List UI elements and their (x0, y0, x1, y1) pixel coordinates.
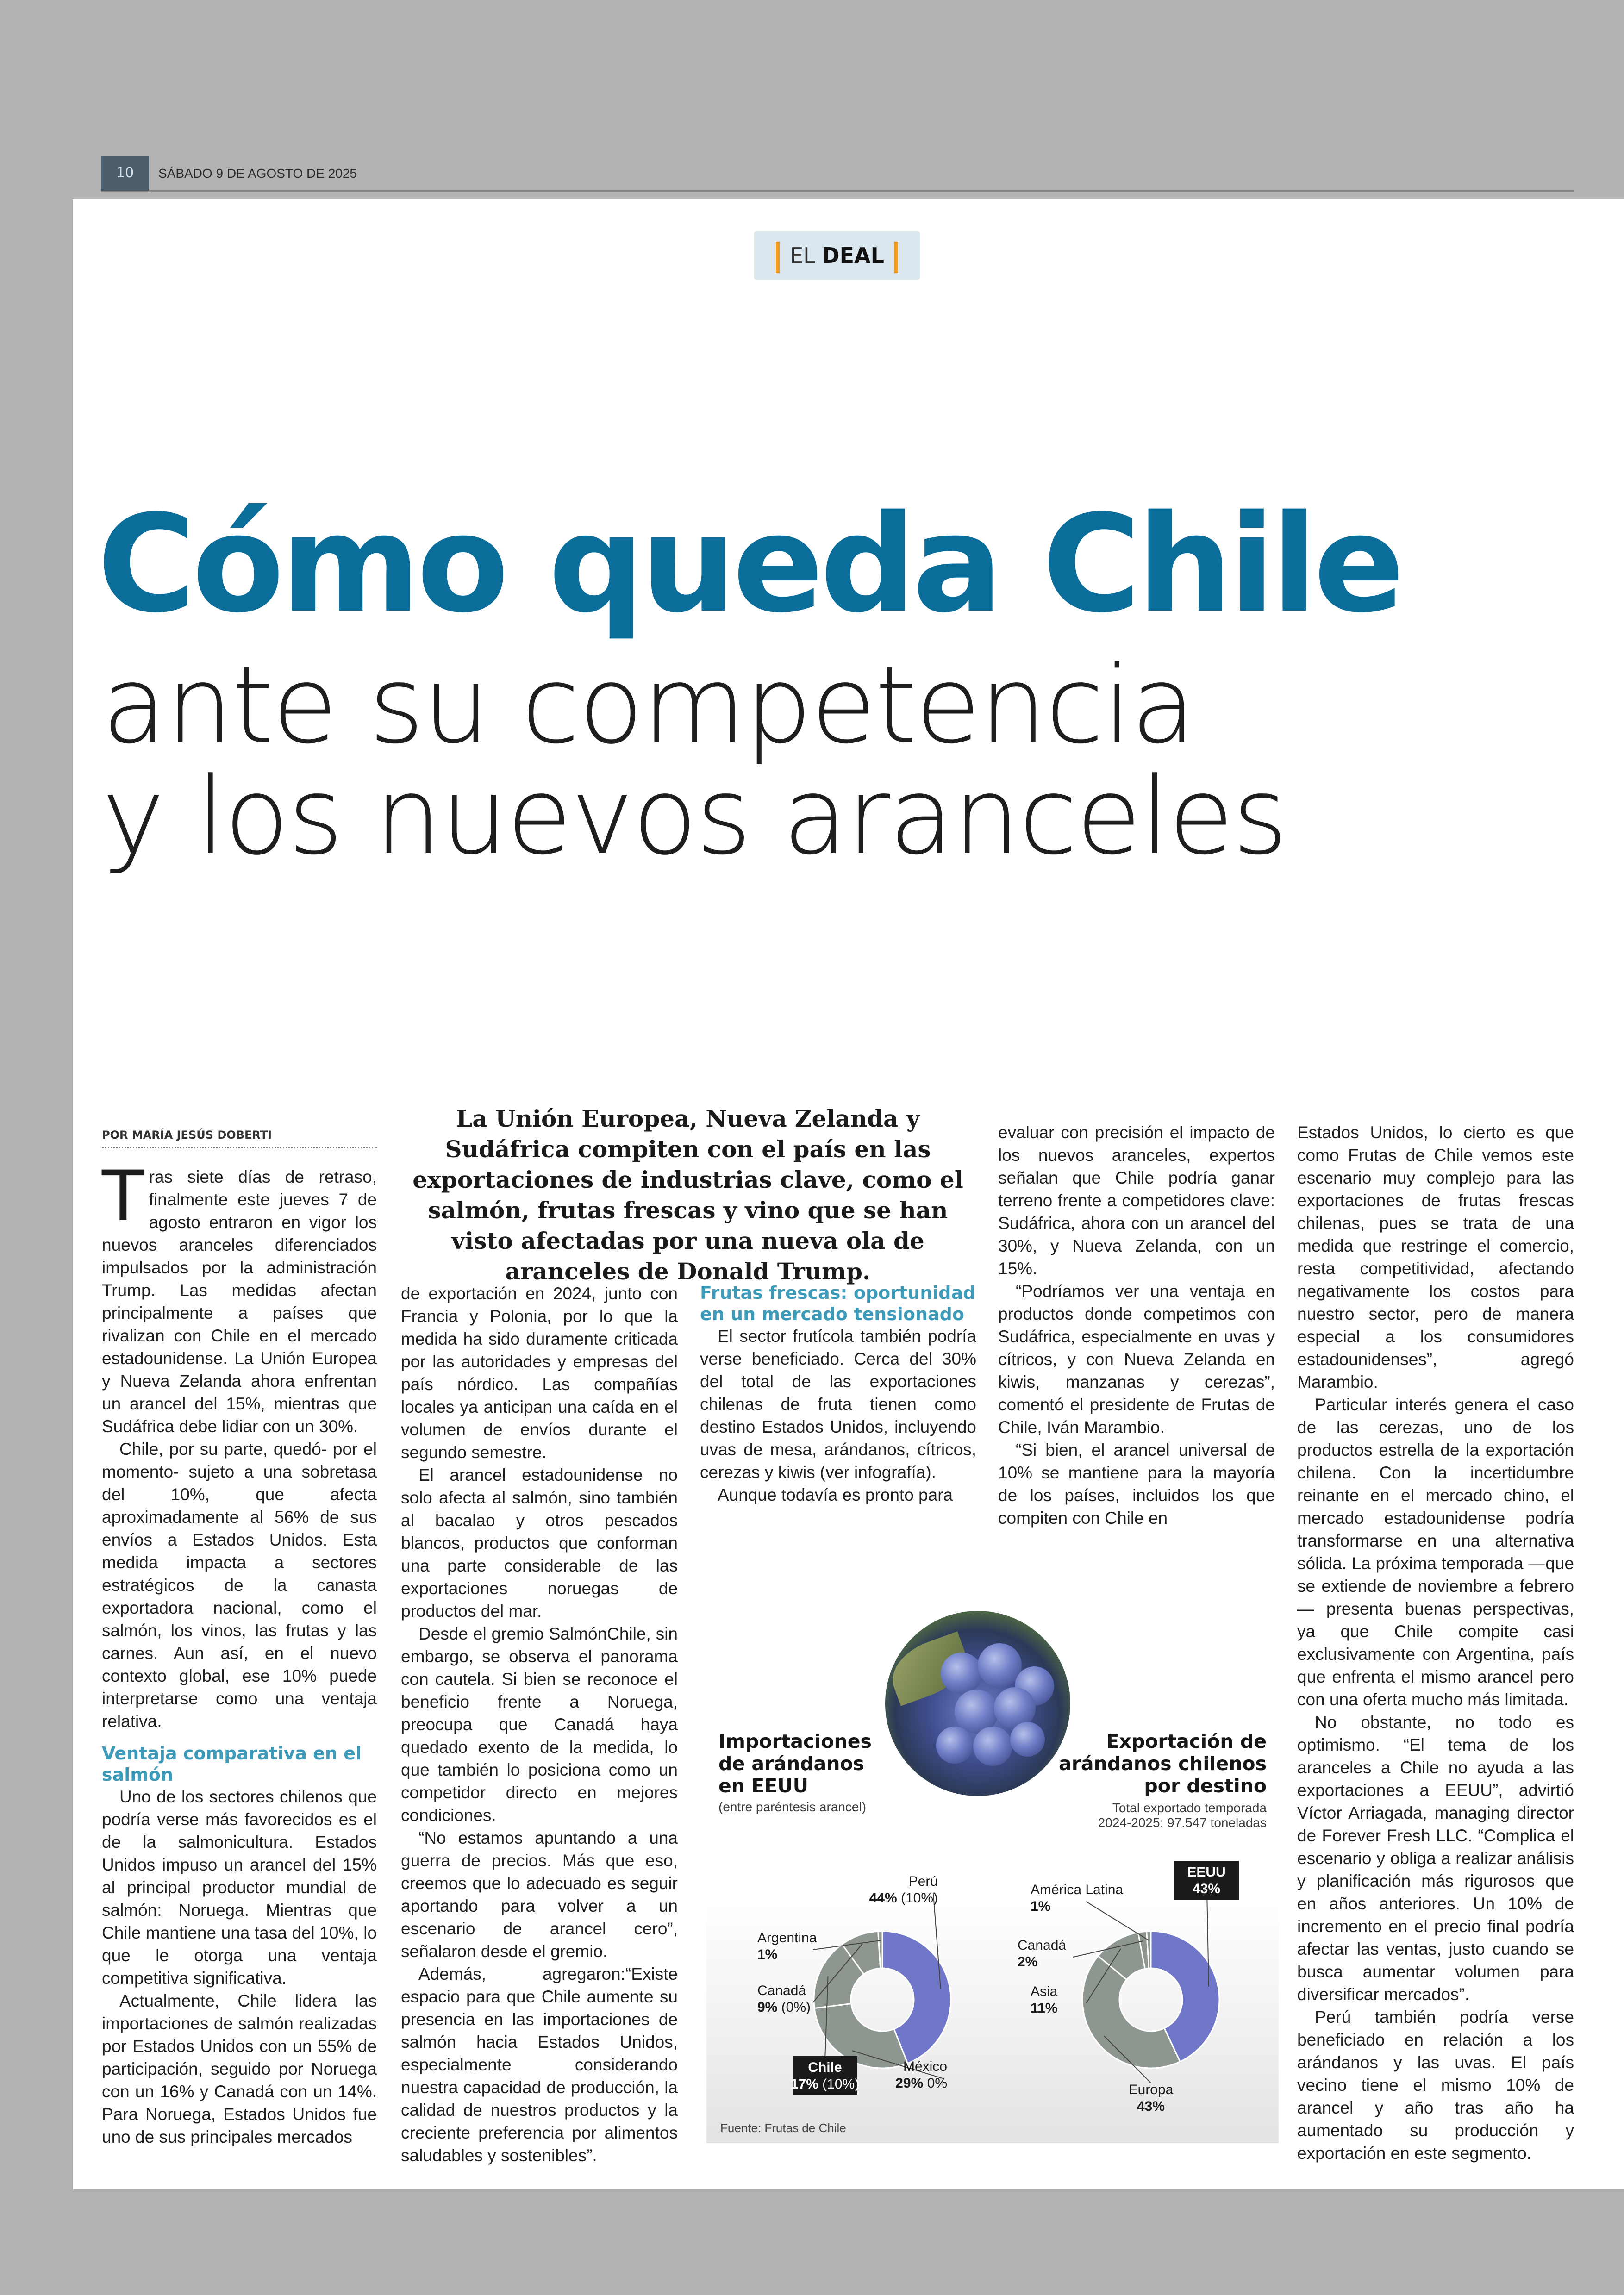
slice-tariff: (0%) (777, 2000, 811, 2015)
export-subtitle-line-1: Total exportado temporada (1112, 1801, 1267, 1815)
slice-value (757, 1947, 777, 1962)
slice-name: Perú (908, 1874, 938, 1889)
slice-name: Europa (1128, 2082, 1174, 2097)
section-name: DEAL (822, 243, 884, 268)
drop-cap: T (102, 1156, 144, 1237)
section-tag-bar-left (776, 242, 780, 273)
import-chart-title: Importaciones de arándanos en EEUU (718, 1730, 872, 1797)
article-paragraph: ras siete días de retraso, finalmente este jueves 7 de agosto entraron en vigor los nuevos aranceles diferenciados impulsados por la administración Trump. Las medidas afectan principalmente a países que rivalizan con Chile en el mercado estadounidense. La Unión Europea y Nueva Zelanda ahora enfrentan un arancel del 15%, mientras que Sudáfrica debe lidiar con un 30%. (102, 1167, 377, 1436)
section-tag-bar-right (894, 242, 898, 273)
slice-name: Chile (808, 2060, 842, 2075)
article-paragraph: “Si bien, el arancel universal de 10% se mantiene para la mayoría de los países, incluidos los que compiten con Chile en (998, 1441, 1275, 1528)
slice-percent: 29% (895, 2076, 924, 2091)
slice-value (1031, 1899, 1050, 1914)
slice-label-méxico (895, 2059, 947, 2091)
slice-name: Asia (1031, 1984, 1058, 1999)
article-paragraph: Estados Unidos, lo cierto es que como Frutas de Chile vemos este escenario muy complejo para las exportaciones de frutas frescas chilenas, pues se trata de una medida que restringe el comercio, resta competitividad, afectando negativamente los costos para nuestro sector, pero de manera especial a los consumidores estadounidenses”, agregó Marambio. (1297, 1123, 1574, 1391)
infographic-source: Fuente: Frutas de Chile (720, 2121, 846, 2135)
section-tag (754, 231, 920, 280)
article-paragraph: Uno de los sectores chilenos que podría verse más favorecidos es el de la salmonicultura. Estados Unidos impuso un arancel del 15% al principal productor mundial de salmón: Noruega. Mientras que Chile mantiene una tasa del 10%, lo que le otorga una ventaja competitiva significativa. (102, 1787, 377, 1988)
slice-name: Canadá (1018, 1938, 1067, 1953)
article-paragraph: Actualmente, Chile lidera las importaciones de salmón realizadas por Estados Unidos con un 55% de participación, seguido por Noruega con un 16% y Canadá con un 14%. Para Noruega, Estados Unidos fue uno de sus principales mercados (102, 1991, 377, 2146)
page-folio (101, 156, 1574, 192)
article-paragraph: “No estamos apuntando a una guerra de precios. Más que eso, creemos que lo adecuado es seguir aportando para volver a un escenario de arancel cero”, señalaron desde el gremio. (401, 1828, 678, 1961)
article-column-1 (102, 1156, 377, 2148)
slice-name: América Latina (1031, 1882, 1124, 1897)
article-paragraph: Desde el gremio SalmónChile, sin embargo, se observa el panorama con cautela. Si bien se reconoce el beneficio frente a Noruega, preocupa que Canadá haya quedado exento de la medida, lo que también lo posiciona como un competidor directo en mejores condiciones. (401, 1624, 678, 1825)
slice-label-canadá (757, 1983, 811, 2015)
article-paragraph: Perú también podría verse beneficiado en relación a los arándanos y las uvas. El país vecino tiene el mismo 10% de arancel y año tras año ha aumentado su producción y exportación en este segmento. (1297, 2008, 1574, 2163)
slice-value (791, 2077, 859, 2092)
slice-percent: 43% (1192, 1881, 1221, 1896)
article-deck: La Unión Europea, Nueva Zelanda y Sudáfrica compiten con el país en las exportaciones de industrias clave, como el salmón, frutas frescas y vino que se han visto afectadas por una nueva ola de aranceles de Donald Trump. (412, 1105, 963, 1285)
slice-value (1031, 2001, 1057, 2016)
slice-value (895, 2076, 947, 2091)
article-column-5 (1297, 1121, 1574, 2164)
slice-percent: 1% (757, 1947, 778, 1962)
article-paragraph: No obstante, no todo es optimismo. “El tema de los aranceles a Chile no ayuda a las exportaciones a EEUU”, advirtió Víctor Arriagada, managing director de Forever Fresh LLC. “Complica el escenario y obliga a realizar análisis y planificación más rigurosos que en años anteriores. Un 10% de incremento en el precio final podría afectar las ventas, justo cuando se busca aumentar volumen para diversificar mercados”. (1297, 1713, 1574, 2004)
blueberry-infographic (706, 1611, 1279, 2143)
byline: POR MARÍA JESÚS DOBERTI (102, 1129, 377, 1148)
export-chart-title: Exportación de arándanos chilenos por destino (1059, 1730, 1267, 1797)
slice-label-eeuu (1174, 1861, 1239, 1900)
slice-percent: 43% (1137, 2099, 1165, 2114)
slice-percent: 1% (1031, 1899, 1051, 1914)
article-paragraph: “Podríamos ver una ventaja en productos donde competimos con Sudáfrica, especialmente en uvas y cítricos, y con Nueva Zelanda en kiwis, manzanas y cerezas”, comentó el presidente de Frutas de Chile, Iván Marambio. (998, 1282, 1275, 1437)
slice-value (1193, 1881, 1220, 1896)
export-subtitle-line-2: 2024-2025: 97.547 toneladas (1098, 1815, 1267, 1830)
leader-line (1086, 1902, 1149, 1940)
article-paragraph: Particular interés genera el caso de las cerezas, uno de los productos estrella de la exportación chilena. Con la incertidumbre reinante en el mercado chino, el mercado estadounidense podría transformarse en una alternativa sólida. La próxima temporada —que se extiende de noviembre a febrero— presenta buenas perspectivas, ya que Chile compite casi exclusivamente con Argentina, país que enfrenta el mismo arancel pero con una oferta mucho más limitada. (1297, 1395, 1574, 1709)
slice-value (869, 1890, 938, 1906)
subhead-fruit: Frutas frescas: oportunidad en un mercado tensionado (700, 1283, 976, 1324)
page-date: SÁBADO 9 DE AGOSTO DE 2025 (158, 166, 357, 181)
slice-percent: 2% (1018, 1954, 1038, 1970)
slice-percent: 17% (790, 2077, 818, 2092)
slice-value (757, 2000, 811, 2015)
donut-charts (706, 1611, 1279, 2143)
slice-label-américa-latina (1031, 1882, 1123, 1914)
article-column-2 (401, 1282, 678, 2167)
page-number: 10 (101, 156, 149, 191)
slice-tariff: 0% (923, 2076, 947, 2091)
article-paragraph: El sector frutícola también podría verse beneficiado. Cerca del 30% del total de las exportaciones chilenas de fruta tienen como destino Estados Unidos, incluyendo uvas de mesa, arándanos, cítricos, cerezas y kiwis (ver infografía). (700, 1327, 976, 1482)
slice-label-asia (1031, 1984, 1058, 2016)
article-paragraph: de exportación en 2024, junto con Francia y Polonia, por lo que la medida ha sido duramente criticada por las autoridades y empresas del país nórdico. Las compañías locales ya anticipan una caída en el volumen de envíos durante el segundo semestre. (401, 1284, 678, 1462)
slice-label-perú (869, 1874, 938, 1906)
slice-name: México (903, 2059, 947, 2074)
slice-tariff: (10%) (818, 2077, 860, 2092)
slice-name: EEUU (1187, 1865, 1226, 1880)
slice-value (1018, 1954, 1037, 1970)
slice-percent: 9% (757, 2000, 778, 2015)
article-paragraph: Además, agregaron:“Existe espacio para que Chile aumente su presencia en las importaciones de salmón hacia Estados Unidos, especialmente considerando nuestra capacidad de producción, la calidad de nuestros productos y la creciente preferencia por alimentos saludables y sostenibles”. (401, 1964, 678, 2165)
slice-label-europa (1129, 2082, 1174, 2114)
slice-label-canadá (1018, 1938, 1066, 1970)
section-prefix: EL (790, 243, 815, 268)
headline-line-3: y los nuevos aranceles (102, 755, 1287, 879)
headline-line-2: ante su competencia (102, 644, 1195, 767)
article-paragraph: Chile, por su parte, quedó- por el momento- sujeto a una sobretasa del 10%, que afecta aproximadamente al 56% de sus envíos a Estados Unidos. Esta medida impacta a sectores estratégicos de la canasta exportadora nacional, como el salmón, los vinos, las frutas y las carnes. Aun así, en el nuevo contexto global, ese 10% puede interpretarse como una ventaja relativa. (102, 1440, 377, 1731)
slice-percent: 44% (869, 1890, 897, 1906)
slice-value (1137, 2099, 1165, 2114)
slice-name: Argentina (757, 1930, 817, 1946)
article-column-4 (998, 1121, 1275, 1529)
import-chart-subtitle: (entre paréntesis arancel) (718, 1800, 867, 1814)
slice-name: Canadá (757, 1983, 806, 1998)
slice-label-chile (791, 2056, 859, 2095)
slice-tariff: (10%) (897, 1890, 938, 1906)
article-column-3 (700, 1282, 976, 1506)
subhead-salmon: Ventaja comparativa en el salmón (102, 1743, 362, 1785)
headline-main: Cómo queda Chile (97, 486, 1401, 642)
article-paragraph: Aunque todavía es pronto para (718, 1485, 953, 1504)
article-paragraph: evaluar con precisión el impacto de los nuevos aranceles, expertos señalan que Chile podría ganar terreno frente a competidores clave: Sudáfrica, ahora con un arancel del 30%, y Nueva Zelanda, con un 15%. (998, 1123, 1275, 1278)
slice-label-argentina (757, 1930, 817, 1962)
article-paragraph: El arancel estadounidense no solo afecta al salmón, sino también al bacalao y otros pescados blancos, productos que conforman una parte considerable de las exportaciones noruegas de productos del mar. (401, 1466, 678, 1621)
slice-percent: 11% (1031, 2001, 1058, 2016)
